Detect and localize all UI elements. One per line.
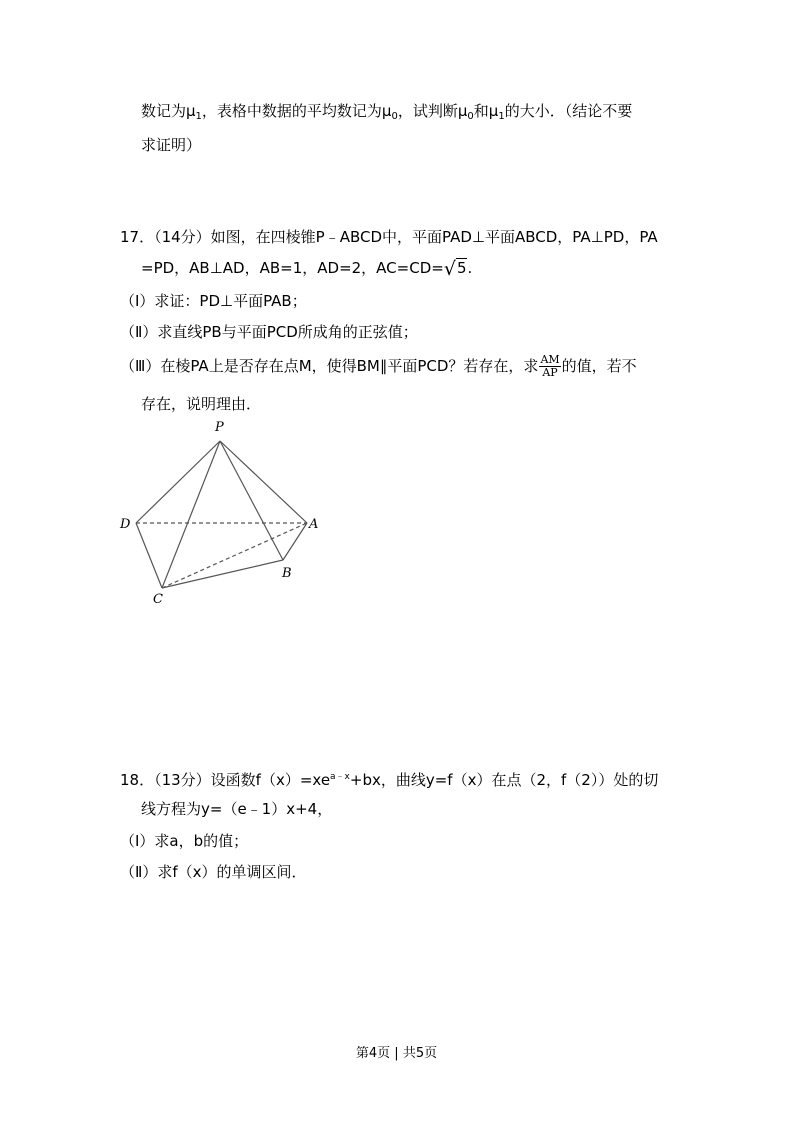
sqrt-expression [444,258,468,279]
q17-part-1: （Ⅰ）求证：PD⊥平面PAB； [120,292,307,310]
subscript: 0 [391,111,398,122]
fraction-am-ap [539,354,560,379]
fraction-denominator: AP [542,366,558,379]
vertex-label-a: A [309,517,319,532]
edge-cb [162,560,283,588]
text-segment: =PD，AB⊥AD，AB=1，AD=2，AC=CD= [141,259,444,277]
text-segment: 数记为μ [141,102,196,120]
text-segment: ，表格中数据的平均数记为μ [201,102,392,120]
vertex-label-b: B [282,566,292,581]
text-segment: （Ⅲ）在棱PA上是否存在点M，使得BM∥平面PCD？若存在，求 [120,357,539,375]
radicand: 5 [456,259,467,277]
edge-pc [162,441,220,588]
text-segment: 18．（13分）设函数f（x）=xe [120,771,331,789]
q17-part-3-line-2: 存在，说明理由． [141,395,262,413]
page-footer: 第4页 | 共5页 [355,1046,438,1061]
pyramid-figure [110,412,340,612]
edge-pd [136,441,220,523]
subscript: 1 [498,111,505,122]
subscript: 1 [195,111,202,122]
edge-dc [136,523,162,588]
q18-stem-line-1 [120,767,658,790]
q17-stem-line-2 [141,258,472,279]
superscript-exponent: a﹣x [330,772,350,782]
prev-question-line-1 [141,101,632,127]
edge-pa [220,441,307,523]
q18-stem-line-2: 线方程为y=（e﹣1）x+4， [141,800,333,818]
radical-sign: √ [443,258,456,280]
vertex-label-c: C [153,592,163,607]
subscript: 0 [467,111,474,122]
text-segment: 的值，若不 [561,357,637,375]
fraction-numerator: AM [540,353,560,366]
q18-part-1: （Ⅰ）求a，b的值； [120,832,249,850]
q17-stem-line-1: 17．（14分）如图，在四棱锥P﹣ABCD中，平面PAD⊥平面ABCD，PA⊥PD，PA [120,228,658,246]
text-segment: ，试判断μ [397,102,468,120]
edge-pb [220,441,283,560]
q17-part-3 [120,354,637,379]
vertex-label-d: D [120,517,131,532]
text-segment: 和μ [473,102,499,120]
q18-part-2: （Ⅱ）求f（x）的单调区间． [120,863,307,881]
text-segment: +bx，曲线y=f（x）在点（2，f（2））处的切 [349,771,659,789]
text-segment: . [467,259,473,277]
text-segment: 的大小．（结论不要 [504,102,633,120]
prev-question-line-2: 求证明） [141,136,202,154]
vertex-label-p: P [215,420,224,435]
q17-part-2: （Ⅱ）求直线PB与平面PCD所成角的正弦值； [120,323,418,341]
edge-ba [283,523,307,560]
